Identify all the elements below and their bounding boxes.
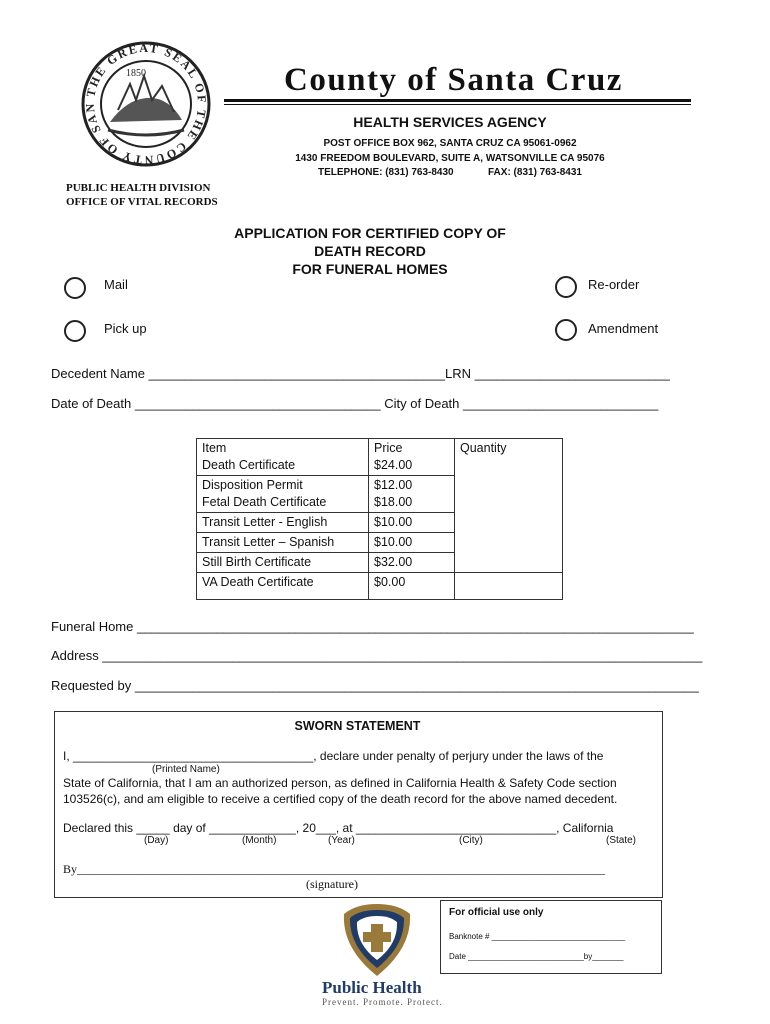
item-name: Fetal Death Certificate [202,495,327,509]
address-field[interactable]: Address ___________________________________________________________________________________ [51,648,703,663]
printed-name-caption: (Printed Name) [152,764,220,775]
table-row [197,439,563,476]
requested-by-field[interactable]: Requested by ______________________________________________________________________________ [51,678,699,693]
item-name: Still Birth Certificate [197,553,369,573]
division [66,181,218,209]
page-title: County of Santa Cruz [284,62,623,98]
reorder-label: Re-order [588,277,640,292]
title-rule [224,99,691,102]
division-line1: PUBLIC HEALTH DIVISION [66,182,211,194]
banknote-field[interactable]: Banknote # ______________________________ [449,932,626,941]
item-price: $10.00 [369,533,455,553]
address-line1: POST OFFICE BOX 962, SANTA CRUZ CA 95061-0962 [323,138,577,149]
form-title [180,224,560,278]
public-health-logo [340,902,414,978]
amendment-radio[interactable] [555,319,577,341]
form-title-line2: DEATH RECORD [314,243,426,259]
seal-year: 1850 [126,68,146,79]
date-city-field[interactable]: Date of Death __________________________________ City of Death ___________________________ [51,396,659,411]
price-header: Price [374,441,403,455]
form-title-line1: APPLICATION FOR CERTIFIED COPY OF [234,225,506,241]
state-caption: (State) [606,835,637,846]
official-title: For official use only [449,907,544,918]
reorder-radio[interactable] [555,276,577,298]
fax: FAX: (831) 763-8431 [488,167,582,178]
item-price: $24.00 [374,458,413,472]
item-price: $18.00 [374,495,413,509]
seal-text: THE GREAT SEAL OF THE COUNTY OF SAN [82,40,210,168]
item-name: VA Death Certificate [197,573,369,600]
month-caption: (Month) [242,835,277,846]
table-row [197,573,563,600]
title-rule-thin [224,104,691,105]
quantity-header: Quantity [460,441,507,455]
item-name: Death Certificate [202,458,296,472]
item-price: $32.00 [369,553,455,573]
mail-radio[interactable] [64,277,86,299]
date-by-field[interactable]: Date __________________________by_______ [449,952,624,961]
sworn-title: SWORN STATEMENT [294,719,421,733]
quantity-cell[interactable] [455,573,563,600]
item-price: $12.00 [374,478,413,492]
fee-table [196,438,563,600]
table-cell [197,476,369,513]
pickup-radio[interactable] [64,320,86,342]
declared-line[interactable]: Declared this _____ day of _____________, 20___, at ______________________________, California [63,821,614,835]
item-header: Item [202,441,227,455]
item-name: Transit Letter – Spanish [197,533,369,553]
sworn-line3: 103526(c), and am eligible to receive a certified copy of the death record for the above named decedent. [63,792,618,806]
mail-label: Mail [104,277,128,292]
funeral-home-field[interactable]: Funeral Home _____________________________________________________________________________ [51,619,694,634]
amendment-label: Amendment [588,321,659,336]
table-cell [369,439,455,476]
agency-name: HEALTH SERVICES AGENCY [353,114,547,130]
day-caption: (Day) [144,835,169,846]
division-line2: OFFICE OF VITAL RECORDS [66,196,218,208]
sworn-line2: State of California, that I am an authorized person, as defined in California Health & Safety Code section [63,776,617,790]
signature-caption: (signature) [306,877,358,891]
sworn-line1[interactable]: I, ____________________________________, declare under penalty of perjury under the laws of the [63,749,604,763]
signature-line[interactable]: By________________________________________________________________________________________ [63,862,606,876]
address-line2: 1430 FREEDOM BOULEVARD, SUITE A, WATSONVILLE CA 95076 [295,153,605,164]
form-title-line3: FOR FUNERAL HOMES [292,261,448,277]
telephone: TELEPHONE: (831) 763-8430 [318,167,454,178]
quantity-cell[interactable] [455,439,563,573]
logo-name: Public Health [322,978,422,997]
item-name: Transit Letter - English [197,513,369,533]
table-cell [197,439,369,476]
city-caption: (City) [459,835,483,846]
county-seal [80,40,212,168]
decedent-field[interactable]: Decedent Name _________________________________________LRN ___________________________ [51,366,670,381]
item-price: $0.00 [369,573,455,600]
year-caption: (Year) [328,835,355,846]
table-cell [369,476,455,513]
item-price: $10.00 [369,513,455,533]
item-name: Disposition Permit [202,478,303,492]
pickup-label: Pick up [104,321,147,336]
logo-tagline: Prevent. Promote. Protect. [322,997,443,1007]
